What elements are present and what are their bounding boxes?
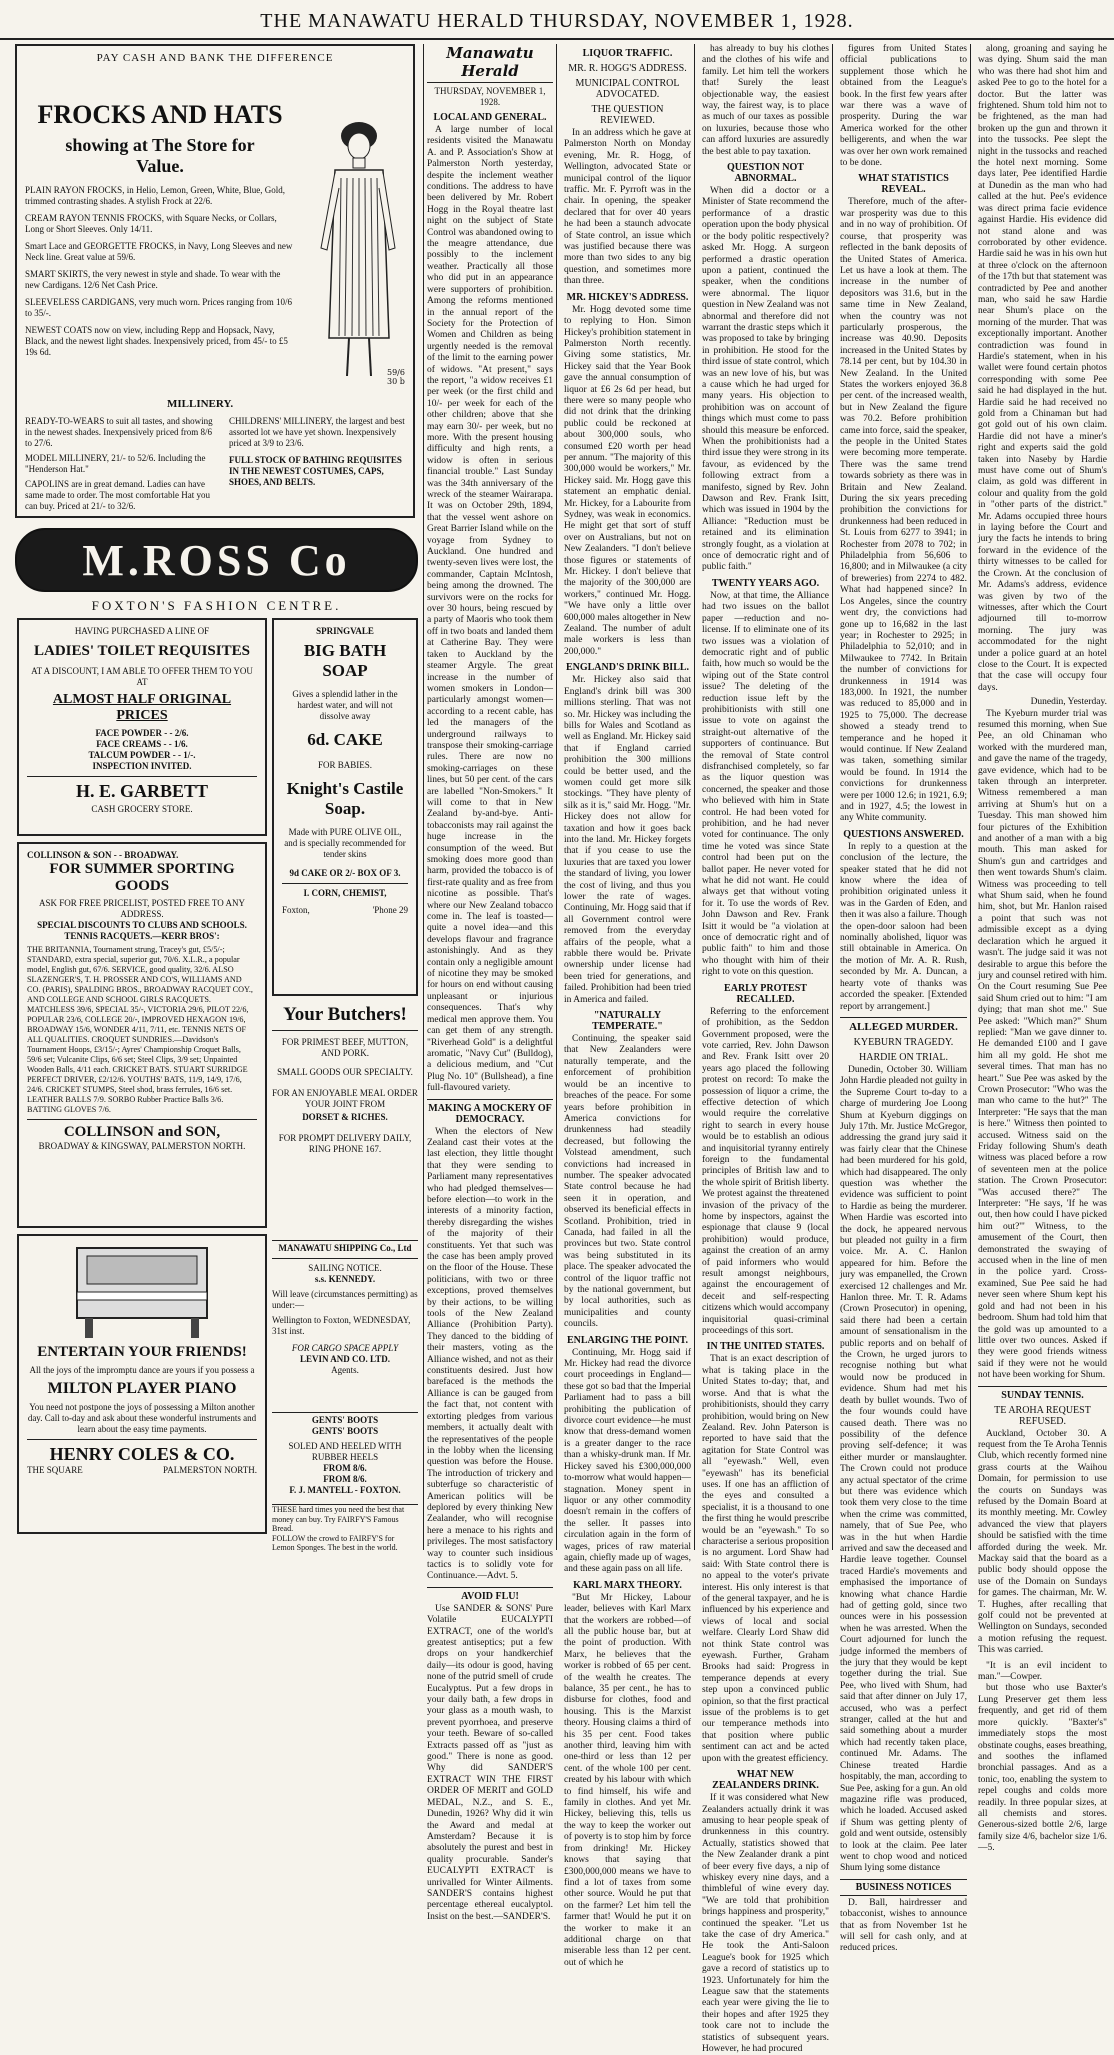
- millinery-r1: CHILDRENS' MILLINERY, the largest and best assorted lot we have yet shown. Inexpensively priced at 3/9 to 23/6.: [229, 416, 405, 448]
- col4-body: has already to buy his clothes and the clothes of his wife and family. Let him tell the workers that! Surely the least objectionable way, the easiest way, the fairest way, is to place as much of our taxes as possible on luxuries, because those who can afford luxuries are assuredly the best able to pay taxation.: [702, 44, 829, 157]
- frocks-p4: SMART SKIRTS, the very newest in style and shade. To wear with the new Cardigans. 12/6 Net Cash Price.: [25, 269, 281, 290]
- herald-column: [423, 44, 557, 1922]
- boots-l1: GENTS' BOOTS: [311, 1415, 379, 1425]
- shipping-l4: Wellington to Foxton, WEDNESDAY, 31st inst.: [272, 1315, 411, 1336]
- business-notices: BUSINESS NOTICES: [840, 1879, 967, 1896]
- ross-banner: [15, 528, 418, 592]
- soap-l4: 6d. CAKE: [307, 730, 383, 749]
- herald-body: A large number of local residents visited the Manawatu A. and P. Association's Show at Palmerston North yesterday, despite the inclement weather conditions. The address to have been delivered by Mr. Robert Hogg in the Royal theatre last night on the subject of State Control was abandoned owing to the meagre attendance, due possibly to the inclement weather. Practically all those who did put in an appearance were supporters of prohibition. Among the reforms mentioned in the annual report of the Society for the Protection of Women and Children as being urgently needed is the removal of the limit to the earning power of widows. "At present," says the report, "a widow receives £1 per week (or the first child and 10/- per week for each of the other children; above that she may earn 30/- per week, but no more. With the present housing difficulty and high rents, a widow is often in serious financial trouble." Last Sunday was the 34th anniversary of the wreck of the steamer Wairarapa. It was on October 29th, 1894, that the vessel went ashore on Great Barrier Island while on the voyage from Sydney to Auckland. One hundred and twenty-seven lives were lost, the commander, Captain McIntosh, being among the drowned. The survivors were on the rocks for over 30 hours, being rescued by a party of Maoris who took them off in two boats and landed them at Catherine Bay. They were taken to Auckland by the steamer Argyle. The great increase in the number of women smokers in London—particularly amongst women—according to a recent cable, has led the managers of the underground railways to transpose their smoking-carriage rules. There are now no smoking-carriages on these lines, but 50 per cent. of the cars are labelled "Non-Smokers." It will come to that in New Zealand by-and-bye. Anti-tobacconists may rail against the huge increase in the consumption of the weed. But smoking does more good than harm, provided the tobacco is of first-rate quality and as free from nicotine as possible. That's where our New Zealand tobacco come in. The leaf is toasted—quite a novel idea—and this develops flavour and fragrance astonishingly. And as they contain only a negligible amount of nicotine they may be smoked for hours on end without causing unpleasant or injurious consequences. That's why medical men approve them. You can get them of any strength. "Riverhead Gold" is a delightful aromatic, "Navy Cut" (Bulldog), a delicious medium, and "Cut Plug No. 10" (Bullshead), a fine full-flavoured variety.: [427, 125, 553, 1094]
- millinery-l2: MODEL MILLINERY, 21/- to 52/6. Including the "Henderson Hat.": [25, 453, 206, 474]
- herald-flu: AVOID FLU!: [427, 1587, 553, 1602]
- garbett-l1: HAVING PURCHASED A LINE OF: [74, 626, 210, 636]
- liquor-s2: ENGLAND'S DRINK BILL.: [565, 662, 690, 674]
- millinery-l1: READY-TO-WEARS to suit all tastes, and showing in the newest shades. Inexpensively priced from 8/6 to 27/6.: [25, 416, 213, 448]
- ross-logo: M.ROSS Co: [82, 536, 351, 585]
- soap-l6: Knight's Castile Soap.: [286, 779, 404, 818]
- frocks-p2: CREAM RAYON TENNIS FROCKS, with Square Necks, or Collars, Long or Short Sleeves. Only 14/11.: [25, 213, 277, 234]
- soap-l2: BIG BATH SOAP: [303, 641, 387, 680]
- liquor-column: [561, 44, 695, 1968]
- garbett-l3: AT A DISCOUNT, I AM ABLE TO OFFER THEM TO YOU AT: [31, 666, 253, 687]
- ross-tagline: FOXTON'S FASHION CENTRE.: [91, 598, 342, 613]
- garbett-item-0: FACE POWDER - - 2/6.: [95, 728, 189, 738]
- frocks-p1: PLAIN RAYON FROCKS, in Helio, Lemon, Green, White, Blue, Gold, trimmed contrasting shades. A stylish Frock at 22/6.: [25, 185, 285, 206]
- soap-l9: I. CORN, CHEMIST,: [303, 888, 387, 898]
- liquor-h1: MR. R. HOGG'S ADDRESS.: [568, 63, 687, 74]
- garbett-item-2: TALCUM POWDER - - 1/-.: [88, 750, 196, 760]
- fairy-l2: FOLLOW the crowd to FAIRFY'S for Lemon Sponges. The best in the world.: [272, 1533, 398, 1552]
- soap-ad: [272, 618, 418, 996]
- col4-s4: IN THE UNITED STATES.: [706, 1341, 825, 1353]
- shipping-ad: [272, 1240, 418, 1410]
- soap-l3: Gives a splendid lather in the hardest water, and will not dissolve away: [292, 689, 398, 721]
- boots-ad: [272, 1412, 418, 1502]
- soap-l7: Made with PURE OLIVE OIL, and is specially recommended for tender skins: [284, 827, 406, 859]
- butchers-title: Your Butchers!: [283, 1004, 407, 1025]
- henry-coles-ad: [17, 1234, 267, 1534]
- tennis-heading: SUNDAY TENNIS.: [978, 1386, 1107, 1401]
- col5-body: figures from United States official publications to supplement those which he obtained from the League's book. In the first few years after war there was a wave of prosperity. During the war America worked for the other belligerents, and when the war was over her own work remained to be done.: [840, 44, 967, 169]
- collinson-name: COLLINSON and SON,: [63, 1124, 221, 1140]
- col4-s2: TWENTY YEARS AGO.: [711, 577, 820, 589]
- frocks-p3: Smart Lace and GEORGETTE FROCKS, in Navy, Long Sleeves and new Neck line. Great value at 59/6.: [25, 241, 293, 262]
- soap-l8: 9d CAKE OR 2/- BOX OF 3.: [289, 868, 401, 878]
- herald-section: LOCAL AND GENERAL.: [433, 112, 547, 123]
- shipping-title: MANAWATU SHIPPING Co., Ltd: [278, 1243, 412, 1253]
- garbett-name: H. E. GARBETT: [75, 781, 209, 801]
- liquor-body5: Continuing, Mr. Hogg said if Mr. Hickey had read the divorce court proceedings in England—these got so bad that the Imperial Parliament had to pass a bill prohibiting the publication of divorce court evidence—he must know that dress-demand women is a greater danger to the race than a whisky-drunk man. If Mr. Hickey saved his £300,000,000 to-morrow what would happen—stagnation. Money spent in liquor or any other commodity doesn't remain in the coffers of the seller. It passes into circulation again in the form of wages, prices of raw material again, chiefly made up of wages, and these again pass on all life.: [564, 1347, 691, 1575]
- col4-s3: EARLY PROTEST RECALLED.: [724, 982, 807, 1005]
- liquor-body6: "But Mr Hickey, Labour leader, believes with Karl Marx that the workers are robbed—of all the public house bar, but at the point of production. With Marx, he believes that the worker is robbed of 65 per cent. of the wealth he creates. The balance, 35 per cent., he has to disburse for clothes, food and housing. This is the Marxist theory. Housing claims a third of his 35 per cent. Food takes another third, leaving him with one-third or less than 12 per cent. of the whole 100 per cent. created by his labour with which to find himself, his wife and family in clothes. And yet Mr. Hickey, believing this, tells us the way to keep the worker out of poverty is to stop him by force from drinking! Mr. Hickey knows that saying that £300,000,000 means we have to find a lot of taxes from some other source. Would he put that on the farmer? Let him tell the farmer that! Would he put it on the worker to make it an additional charge on that miserable less than 12 per cent. out of which he: [564, 1592, 691, 1968]
- soap-l1: SPRINGVALE: [316, 626, 374, 636]
- shipping-l6: LEVIN AND CO. LTD.: [300, 1354, 390, 1364]
- collinson-ad: [17, 842, 267, 1228]
- col4-body4: Referring to the enforcement of prohibition, as the Seddon Government proposed, were the vote carried, Rev. John Dawson and Rev. Frank Isitt over 20 years ago placed the following protest on record: To make the possession of liquor a crime, the effective detection of which would require the correlative right to search in every house would be to establish an odious and inquisitorial tyranny entirely foreign to the fundamental principles of British law and to the whole spirit of British liberty. We protest against the threatened invasion of the privacy of the home by inspectors, against the espionage that clause 9 (local prohibition) would produce, against the creation of an army of paid informers who would result amongst neighbours, against the encouragement of deceit and self-respecting citizens which would accompany inquisitorial quasi-criminal proceedings of this sort.: [702, 1006, 829, 1337]
- masthead: THE MANAWATU HERALD THURSDAY, NOVEMBER 1, 1928.: [0, 0, 1114, 40]
- shipping-l7: Agents.: [331, 1365, 359, 1375]
- herald-date: THURSDAY, NOVEMBER 1, 1928.: [434, 86, 546, 107]
- liquor-title: LIQUOR TRAFFIC.: [582, 48, 673, 59]
- frocks-sub2: Value.: [136, 156, 184, 176]
- henry-title: ENTERTAIN YOUR FRIENDS!: [37, 1344, 247, 1360]
- butchers-l1: FOR PRIMEST BEEF, MUTTON, AND PORK.: [281, 1037, 409, 1058]
- soap-l10: Foxton,: [282, 905, 310, 915]
- herald-body3: Use SANDER & SONS' Pure Volatile EUCALYPTI EXTRACT, one of the world's greatest antiseptics; put a few drops on your handkerchief daily—its odour is good, having none of the putrid smell of crude Eucalyptus. Put a few drops in your daily bath, a few drops in your glass as a mouth wash, to prevent pyorrhoea, and preserve your teeth. Beware of so-called Extracts passed off as "just as good." There is none as good. Why did SANDER'S EXTRACT WIN THE FIRST ORDER OF MERIT and GOLD MEDAL, N.Z., and S. E., Dunedin, 1926? Why did it win the Award and medal at Amsterdam? Because it is absolutely the purest and best in quality procurable. Sander's EUCALYPTI EXTRACT is unrivalled for Winter Ailments. SANDER'S contains highest percentage ethereal eucalyptol. Insist on the best.—SANDER'S.: [427, 1603, 553, 1922]
- col5-body3: In reply to a question at the conclusion of the lecture, the speaker stated that he did not know where the idea of prohibition originated unless it was in the Garden of Eden, and then it was also a failure. Though the open-door saloon had been nominally abolished, liquor was still obtainable in America. On the motion of Mr. A. R. Rush, seconded by Mr. A. Duncan, a hearty vote of thanks was accorded the speaker. [Extended report by arrangement.]: [840, 841, 967, 1012]
- fairy-l1: THESE hard times you need the best that money can buy. Try FAIRFY'S Famous Bread.: [272, 1505, 405, 1533]
- liquor-body4: Continuing, the speaker said that New Zealanders were naturally temperate, and the enforcement of prohibition would be an incentive to breaches of the peace. For some years before prohibition in America convictions for drunkenness had steadily decreased, but following the Volstead amendment, such convictions had increased in number. The speaker advocated State control because he had seen it in operation, and observed its beneficial effects in Scotland. Prohibition, tried in Canada, had failed in all the provinces but two. State control was being substituted in its place. The speaker advocated the control of the liquor traffic not by the national government, but by local authorities, such as municipalities and county councils.: [564, 1034, 691, 1330]
- millinery-l3: CAPOLINS are in great demand. Ladies can have same made to order. The most comfortable Hat you can buy. Priced at 21/- to 32/6.: [25, 479, 211, 511]
- soap-l11: 'Phone 29: [372, 905, 408, 915]
- millinery-heading: MILLINERY.: [167, 398, 234, 410]
- piano-illustration: [27, 1242, 257, 1340]
- col5-body2: Therefore, much of the after-war prosperity was due to this and in no way of prohibition. Of course, that prosperity was reflected in the bank deposits of the United States of America. Let us have a look at them. The increase in the number of depositors was 31.6, but in the same time in New Zealand, when the country was not particularly prosperous, the increase was 40.90. Deposits increased in the United States by 78.14 per cent, but by 104.30 in New Zealand. In the United States the workers enjoyed 36.8 per cent. of the increased wealth, but in New Zealand the figure was 70.2. Before prohibition came into force, said the speaker, the people in the United States were becoming more temperate. There was the same trend towards sobriety as there was in Britain and New Zealand. During the six years preceding prohibition the convictions for drunkenness had been reduced in St. Louis from 6277 to 3941; in Rochester from 2078 to 702; in Philadelphia from 56,606 to 16,800; and in Milwaukee (a city of breweries) from 2274 to 482. What had happened since? In Los Angeles, since the country went dry, the convictions had gone up to 16,682 in the last year; in Rochester to 2925; in Philadelphia to 52,010; and in Milwaukee to 7742. In Britain the number of convictions for drunkenness in 1914 was 183,000. In 1921, the number was reduced to 85,000 and in 1925 to 75,000. The decrease showed a steady trend to temperance and he hoped it would continue. If New Zealand was taken, something similar would be found. In 1914 the convictions for drunkenness were per 1000 12.6; in 1921, 6.9; and in 1927, 4.5; the lowest in any White community.: [840, 197, 967, 824]
- murder-m1: KYEBURN TRAGEDY.: [853, 1036, 954, 1048]
- frocks-top: PAY CASH AND BANK THE DIFFERENCE: [96, 52, 334, 64]
- woman-illustration: [307, 108, 407, 388]
- collinson-l2: SPECIAL DISCOUNTS TO CLUBS AND SCHOOLS.: [37, 920, 247, 930]
- murder-heading: ALLEGED MURDER.: [840, 1017, 967, 1033]
- col6-body2: The Kyeburn murder trial was resumed this morning, when Sue Pee, an old Chinaman who worked with the murdered man, and gave the name of the tragedy, gave evidence, which had to be taken through an interpreter. Witness remembered a man arriving at Shum's hut on a Tuesday. This man showed him four pictures of the Exhibition and another of a man with a big mouth. This man asked for Shum's gun and cartridges and then went towards Shum's claim. Witness was proceeding to tell what Shum said, when he found him, shot, but Mr. Hanlon raised a point that such was not admissible except as a dying declaration which he argued it wasn't. The judge said it was not desirable to argue this before the jury and counsel retired with him. On the Court resuming Sue Pee said Shum cried out to him: "I am dying; that man shot me." Sue Pee asked: "Which man?" Shum replied: "Man we gave dinner to. He demanded £100 and I gave him all my gold. He shot me several times. That man has no heart." Sue Pee was asked by the Crown Prosecutor: "Who was the man who came to the hut?" The Interpreter: "He says that the man is here." Witness then pointed to accused. Witness said on the Friday following Shum's death witness was placed before a row of seventeen men at the police station. The Crown Prosecutor: "Was accused there?" The Interpreter: "He says, 'If he was out, then how could I have picked him out?'" Witness, to the amusement of the Court, then demonstrated the swaying of accused when in the line of men in the police yard. Cross-examined, Sue Pee said he had never seen where Shum kept his gold and had not been in his bedroom. Shum had told him that the gold was up amounted to a little over two ounces. Asked if they were good friends witness said if they were not he would not have been working for Shum.: [978, 708, 1108, 1381]
- liquor-body: In an address which he gave at Palmerston North on Monday evening, Mr. R. Hogg, of Wellington, advocated State or municipal control of the liquor traffic. Mr. F. Pyrroft was in the chair. In opening, the speaker declared that for over 40 years he had been a staunch advocate of State control, an issue which was justified because there was more than two sides to any big question, and sometimes more than three.: [564, 128, 691, 287]
- butchers-l4: DORSET & RICHES.: [302, 1112, 388, 1122]
- boots-l3: SOLED AND HEELED WITH RUBBER HEELS: [288, 1441, 402, 1462]
- boots-l6: F. J. MANTELL - FOXTON.: [289, 1485, 401, 1495]
- frocks-ad: [15, 44, 415, 518]
- collinson-title: FOR SUMMER SPORTING GOODS: [49, 861, 235, 894]
- garbett-ad: [17, 618, 267, 836]
- col4-body3: Now, at that time, the Alliance had two issues on the ballot paper —reduction and no-license. If to eliminate one of its two issues was a violation of democratic right and of public faith, how much so would be the wiping out of the State control issue? The deleting of the reduction issue left by the prohibitionists with still one issue to vote on against the straight-out alternative of the supporters of continuance. But the removal of State control disfranchised completely, so far as the liquor question was concerned, the speaker and those who believed with him in State control. He had been voted for prohibition, and he had never voted for continuance. The only time he voted was since State control had been put on the ballot paper. He never voted for what he did not want. He could always get that without voting for it. To use the words of Rev. John Dawson and Rev. Frank Isitt it would be "a violation at once of democratic right and of public faith" to him and those who thought with him of their right to vote on this question.: [702, 590, 829, 978]
- boots-l4: FROM 8/6.: [323, 1463, 367, 1473]
- boots-l2: GENTS' BOOTS: [311, 1426, 379, 1436]
- collinson-addr: BROADWAY & KINGSWAY, PALMERSTON NORTH.: [38, 1141, 246, 1151]
- liquor-body3: Mr. Hickey also said that England's drink bill was 300 millions sterling. That was not so. Mr. Hickey was including the bills for Wales and Scotland as well as England. Mr. Hickey said that if England carried prohibition the 300 millions could be better used, and the women could get more silk stockings. "They have plenty of silk as it is," said Mr. Hogg. "Mr. Hickey does not allow for taxation and how it goes back into the land. Mr. Hickey forgets that if you cease to use the luxuries that are taxed you lower the standard of living, you lower the cost of living, and thus you lower the rate of wages. Continuing, Mr. Hogg said that if all Government control were removed from the everyday affairs of the people, what a rabble there would be. Private ownership under license had been tried for generations, and failed. Prohibition had been tried in America and failed.: [564, 675, 691, 1005]
- frocks-price-tag: 59/6 30 b: [387, 368, 405, 386]
- liquor-s1: MR. HICKEY'S ADDRESS.: [566, 291, 689, 303]
- col6-d2: Dunedin, Yesterday.: [1030, 697, 1107, 708]
- garbett-l5: INSPECTION INVITED.: [92, 761, 192, 771]
- collinson-l3: TENNIS RACQUETS.—KERR BROS':: [64, 931, 220, 941]
- collinson-top: COLLINSON & SON - - BROADWAY.: [27, 850, 179, 860]
- millinery-r2: FULL STOCK OF BATHING REQUISITES IN THE NEWEST COSTUMES, CAPS, SHOES, AND BELTS.: [229, 455, 402, 487]
- collinson-body: THE BRITANNIA, Tournament strung, Tracey's gut, £5/5/-; STANDARD, extra special, superior gut, 70/6. X.L.R., a popular model, English gut, 67/6. SERVICE, good quality, 32/6. ALSO SLAZENGER'S, T. H. PROSSER AND CO'S, WILLIAMS AND CO. (PARIS), SPALDING BROS., BROADWAY RACQUET COY., AND COLLEGE AND SCHOOL GIRLS RACQUETS. MATCHLESS 39/6, SPECIAL 35/-, VICTORIA 29/6, PILOT 22/6, POPULAR 23/6, COLLEGE 20/-, IMPROVED HEXAGON 19/6, BROADWAY 15/6, WONDER 4/11, 7/11, etc. TENNIS NETS OF ALL QUALITIES. CROQUET SUNDRIES.—Davidson's Tournament Hoops, £3/15/-; Ayres' Championship Croquet Balls, 59/6 set; Vulcanite Clips, 6/6 set; Steel Clips, 3/9 set; Unpainted Wooden Balls, 4/11 each. CRICKET BATS. STUART SURRIDGE PERFECT DRIVER, £2/12/6. YOUTHS' BATS, 11/9, 14/9, 17/6, 24/6. CRICKET STUMPS, Steel shod, brass ferrules, 16/6 set. LEATHER BALLS 7/9. SORBO Rubber Practice Balls 3/6. BATTING GLOVES 7/6.: [27, 945, 253, 1114]
- liquor-h3: THE QUESTION REVIEWED.: [591, 104, 664, 126]
- col5-body4: Dunedin, October 30. William John Hardie pleaded not guilty in the Supreme Court to-day to a charge of murdering Joe Loong Shum at Kyeburn diggings on July 17th. Mr. Justice McGregor, addressing the grand jury said it was fairly clear that the Chinese had been murdered for his gold, which had disappeared. The only question was whether the evidence was sufficient to point to Hardie as being the murderer. When Hardie was escorted into the dock, he appeared nervous but pleaded not guilty in a firm voice. Mr. A. C. Hanlon appeared for him. Before the jury was empanelled, the Crown exercised 12 challenges and Mr. Hanlon three. Mr. T. R. Adams (Crown Prosecutor) in opening, said there had been a certain amount of sensationalism in the public reports and on behalf of the Crown, he urged jurors to recognise nothing but what would now be produced in evidence. Shum had met his death by bullet wounds. Two of the four wounds could have caused death. There was no possibility of the defence proving self-defence; it was either murder or manslaughter. The Crown could not produce any actual spectator of the crime but there was evidence which took them very close to the time when the crime was committed, namely, that of Sue Pee, who was in the hut when Hardie arrived and saw the deceased and Hardie leave together. Counsel traced Hardie's movements and emphasised the importance of knowing what chance Hardie had of getting gold, since two ounces were in his possession when he was arrested. When the Court adjourned for lunch the judge informed the members of the jury that they would be kept together during the trial. Sue Pee, who lived with Shum, had said that after dinner on July 17, accused, who was a perfect stranger, called at the hut and said something about a murder which had recently taken place, continued Mr. Adams. The Chinese treated Hardie hospitably, the man, according to Sue Pee, asking for a gun. An old magazine rifle was produced, which he loaded. Accused asked if Shum was getting plenty of gold and went outside, ostensibly to look at the claim. Pee later went to chop wood and noticed Shum lying some distance: [840, 1064, 967, 1874]
- tennis-t1: TE AROHA REQUEST REFUSED.: [994, 1404, 1091, 1427]
- col5-column: [837, 44, 971, 1954]
- garbett-l2: LADIES' TOILET REQUISITES: [34, 643, 250, 659]
- shipping-l2: s.s. KENNEDY.: [314, 1274, 376, 1284]
- henry-piano: MILTON PLAYER PIANO: [47, 1380, 237, 1397]
- collinson-l1: ASK FOR FREE PRICELIST, POSTED FREE TO ANY ADDRESS.: [38, 898, 246, 919]
- liquor-s4: ENLARGING THE POINT.: [566, 1334, 689, 1346]
- henry-l2: You need not postpone the joys of possessing a Milton another day. Call to-day and ask about these wonderful instruments and learn about the easy time payments.: [27, 1402, 257, 1434]
- boots-l5: FROM 8/6.: [323, 1474, 367, 1484]
- herald-mock: MAKING A MOCKERY OF DEMOCRACY.: [427, 1099, 553, 1125]
- frocks-p5: SLEEVELESS CARDIGANS, very much worn. Prices ranging from 10/6 to 35/-.: [25, 297, 292, 318]
- col6-body4: but those who use Baxter's Lung Preserver get them less frequently, and get rid of them more quickly. "Baxter's" immediately stops the most obstinate coughs, eases breathing, and soothes the inflamed bronchial passages. And as a tonic, too, enabling the system to repel coughs and colds more readily. In three popular sizes, at all chemists and stores. Generous-sized bottle 2/6, large family size 4/6, bachelor size 1/6.—5.: [978, 1683, 1108, 1854]
- butchers-ad: [272, 1004, 418, 1236]
- shipping-l5: FOR CARGO SPACE APPLY: [291, 1343, 399, 1353]
- col4-s1: QUESTION NOT ABNORMAL.: [727, 162, 804, 185]
- murder-m2: HARDIE ON TRIAL.: [859, 1051, 948, 1063]
- col5-s2: QUESTIONS ANSWERED.: [843, 828, 964, 840]
- butchers-l2: SMALL GOODS OUR SPECIALTY.: [277, 1067, 413, 1077]
- soap-l5: FOR BABIES.: [317, 760, 372, 770]
- liquor-body2: Mr. Hogg devoted some time to replying to Hon. Simon Hickey's prohibition statement in Palmerston North recently. Giving some statistics, Mr. Hickey said that the Year Book gave the annual consumption of liquor at £6 2s 6d per head, but there were so many people who did not drink that the drinking public could be reckoned at about 300,000 souls, who consumed £20 worth per head per annum. "The majority of this 300,000 would be workers," Mr. Hickey said. Mr. Hogg gave this statement an emphatic denial. Mr. Hickey, for a Labourite from Sydney, was weak in economics. He might get that sort of stuff over on Australians, but not on New Zealanders. "I don't believe those figures or statements of Mr. Hickey. I don't believe that the majority of the 300,000 are workers," continued Mr. Hogg. "We have only a little over 600,000 males altogether in New Zealand. The number of adult male workers is less than 200,000.": [564, 304, 691, 657]
- butchers-l3: FOR AN ENJOYABLE MEAL ORDER YOUR JOINT FROM: [272, 1088, 418, 1109]
- col4-body2: When did a doctor or a Minister of State recommend the performance of a drastic operation upon the body physical or the body politic respectively? asked Mr. Hogg. A surgeon performed a drastic operation upon a patient, continued the speaker, when the conditions were abnormal. The liquor question in New Zealand was not abnormal and therefore did not warrant the drastic steps which it was proposed to take by bringing in prohibition. He stood for the third issue of state control, which was an new love of his, but was a cause which he had urged for many years. His objection to prohibition was on account of things which must come to pass should this measure be enforced. When the prohibitionists had a third issue they were strong in its favour, as evidenced by the following extract from a manifesto, signed by Rev. John Dawson and Rev. Frank Isitt, which was issued in 1904 by the Alliance: "Reduction must be retained and its elimination strongly fought, as a violation at once of democratic right and of public faith.": [702, 186, 829, 573]
- henry-l1: All the joys of the impromptu dance are yours if you possess a: [29, 1365, 255, 1375]
- fairy-ad: [272, 1504, 418, 1550]
- shipping-l3: Will leave (circumstances permitting) as under:—: [272, 1289, 418, 1310]
- frocks-sub1: showing at The Store for: [65, 135, 255, 155]
- garbett-item-1: FACE CREAMS - - 1/6.: [96, 739, 188, 749]
- henry-name: HENRY COLES & CO.: [49, 1444, 235, 1464]
- col6-column: [975, 44, 1110, 1854]
- col4-body5: That is an exact description of what is taking place in the United States to-day; that, and worse. And that is what the prohibitionists, should they carry prohibition, would bring on New Zealand. Rev. John Paterson is reported to have said that the agitation for State Control was all "eyewash." Well, even "eyewash" has its beneficial uses. If one has an affliction of the eyes and consulted a specialist, it is a thousand to one the first thing he would prescribe would be an "eyewash." To so characterise a serious proposition is no argument. Lord Shaw had said: With State control there is no appeal to the voter's private interest. His only interest is that of the general taxpayer, and he is influenced by his experience and views of local and social welfare. Clearly Lord Shaw did not think State control was eyewash. Further, Graham Brooks had said: Progress in temperance depends at every step upon a convinced public opinion, so that the first practical issue of the problems is to get our temperance methods into that position where public sentiment can act and be acted upon with the greatest efficiency.: [702, 1354, 829, 1764]
- frocks-title: FROCKS AND HATS: [37, 100, 283, 129]
- garbett-sub: CASH GROCERY STORE.: [91, 804, 193, 814]
- herald-nameplate: Manawatu Herald: [427, 44, 553, 83]
- col6-body: along, groaning and saying he was dying. Shum said the man who was there had shot him and asked Pee to go to the hotel for a doctor. But the latter was frightened. Shum told him not to be frightened, as the man had broken up the gun and thrown it into the tussocks. Pee slept the night in the tussocks and reached the hotel next morning. Some days later, Pee identified Hardie at Dunedin as the man who had called at the hut. Pee's evidence was direct prima facie evidence against Hardie. His evidence did not stand alone and was corroborated by other evidence. Hardie said he was in his own hut at three o'clock on the afternoon of the 17th but that statement was contradicted by Pee and another man, who said he saw Hardie near Shum's place on the morning of the murder. That was exceptionally important. Another contradiction was found in Hardie's statement, when in his wallet were found certain photos corresponding with some Pee said he had displayed in the hut. Hardie said he had received no gold from a Chinaman but had got gold out of his own claim. Hardie did not have a miner's right and experts said the gold taken into Naseby by Hardie must have come out of Shum's claim, as gold was different in colour and quality from the gold in "other parts of the district." Mr. Adams occupied three hours in laying before the Court and jury the facts he intends to bring forward in the evidence of the thirty witnesses to be called for the Crown. At the conclusion of Mr. Adams's address, evidence was given by two of the witnesses, after which the Court adjourned till to-morrow morning. The jury was accommodated for the night under a police guard at an hotel close to the Court. It is expected that the case will occupy four days.: [978, 44, 1107, 693]
- col5-body5: D. Ball, hairdresser and tobacconist, wishes to announce that as from November 1st he will sell for cash only, and at reduced prices.: [840, 1897, 967, 1954]
- liquor-s5: KARL MARX THEORY.: [573, 1579, 682, 1591]
- col6-quote: "It is an evil incident to man."—Cowper.: [978, 1660, 1107, 1683]
- henry-addr2: PALMERSTON NORTH.: [163, 1465, 257, 1475]
- col6-body3: Auckland, October 30. A request from the Te Aroha Tennis Club, which recently formed nine grass courts at the Waihou Domain, for permission to use the courts on Sundays was refused by the Domain Board at its monthly meeting. Mr. Cowley advanced the view that players should be satisfied with the time afforded during the week. Mr. Mackay said that the board as a public body should oppose the use of the Domain on Sundays for games. The chairman, Mr. W. T. Hughes, after recalling that golf could not be prevented at Wellington on Sundays, seconded a motion refusing the request. This was carried.: [978, 1428, 1107, 1656]
- garbett-l4: ALMOST HALF ORIGINAL PRICES: [52, 692, 232, 723]
- herald-body2: When the electors of New Zealand cast their votes at the last election, they little thought that they were sending to Parliament many representatives who had pledged themselves—before election—to work in the interests of a minority faction, thereby disregarding the wishes of the majority of their constituents. Yet that such was the case has been amply proved on the floor of the House. These politicians, with two or three exceptions, proved themselves by their actions, to be willing tools of the New Zealand Alliance (Prohibition Party). They danced to the bidding of their masters, voting as the Alliance wished, and not as their constituents desired. Just how barefaced is the methods the Alliance is can be gauged from the fact that, not content with extorting pledges from various members, it actually dealt with the representatives of the people in the lobby when the licensing question was before the House. The introduction of trickery and subterfuge so characteristic of American politics will be deplored by every thinking New Zealander, who will recognise here a menace to his rights and privileges. The most satisfactory way to counter such insidious tactics is to solidly vote for Continuance.—Advt. 5.: [427, 1126, 553, 1582]
- col4-column: [699, 44, 833, 2055]
- butchers-l5: FOR PROMPT DELIVERY DAILY, RING PHONE 167.: [278, 1133, 412, 1154]
- frocks-p6: NEWEST COATS now on view, including Repp and Hopsack, Navy, Black, and the newest light shades. Inexpensively priced, from 45/- to £5 19s 6d.: [25, 325, 288, 357]
- shipping-l1: SAILING NOTICE.: [308, 1263, 382, 1273]
- liquor-s3: "NATURALLY TEMPERATE.": [592, 1010, 663, 1033]
- henry-addr1: THE SQUARE: [27, 1465, 83, 1475]
- col4-body6: If it was considered what New Zealanders actually drink it was amusing to hear people speak of drunkenness in this country. Actually, statistics showed that the New Zealander drank a pint of beer every five days, a nip of whiskey every nine days, and a thimbleful of wine every day. "We are told that prohibition brings happiness and prosperity," continued the speaker. "Let us take the case of dry America." He took the Anti-Saloon League's book for 1925 which gave a record of statistics up to 1923. Unfortunately for him the League saw that the statements each year were giving the lie to their hopes and after 1925 they took care not to include the statistics of subsequent years. However, he had procured: [702, 1793, 829, 2055]
- liquor-h2: MUNICIPAL CONTROL ADVOCATED.: [575, 78, 680, 100]
- col5-s1: WHAT STATISTICS REVEAL.: [858, 173, 949, 196]
- col4-s5: WHAT NEW ZEALANDERS DRINK.: [712, 1769, 819, 1792]
